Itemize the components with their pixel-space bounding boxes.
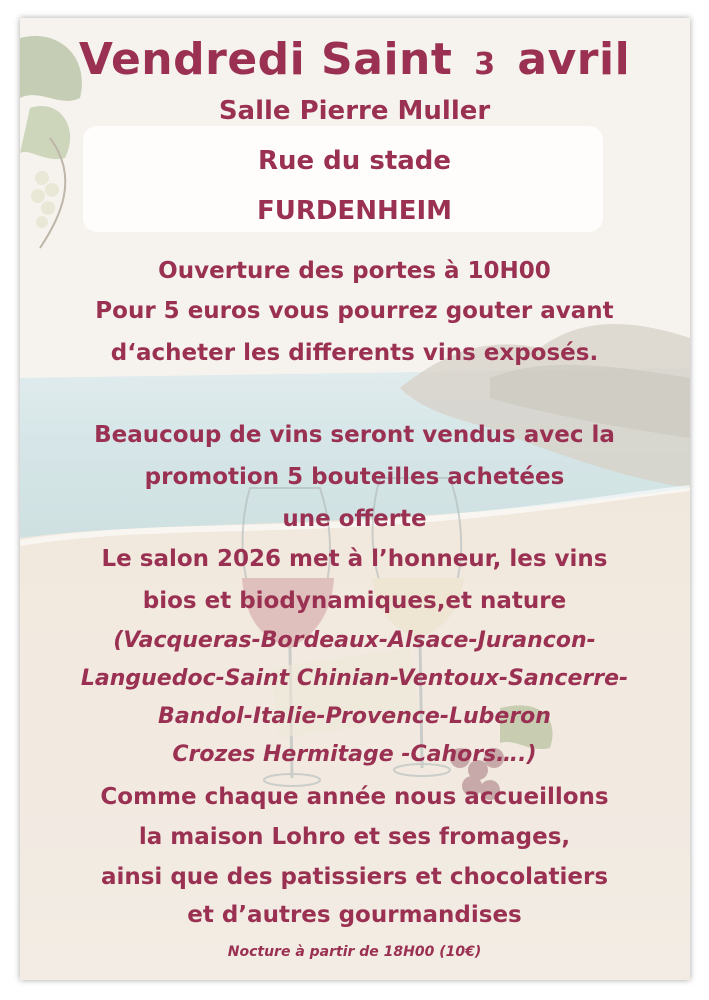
regions-line-4: Crozes Hermitage -Cahors….)	[172, 742, 537, 767]
event-date-number: 3	[474, 47, 496, 82]
promo-line-2: promotion 5 bouteilles achetées	[144, 464, 565, 490]
nocturne-info: Nocture à partir de 18H00 (10€)	[227, 944, 482, 960]
salon-line-2: bios et biodynamiques,et nature	[142, 588, 567, 614]
promo-line-1: Beaucoup de vins seront vendus avec la	[94, 422, 615, 448]
price-line-1: Pour 5 euros vous pourrez gouter avant	[95, 298, 614, 324]
regions-line-2: Languedoc-Saint Chinian-Ventoux-Sancerre-	[80, 666, 629, 691]
guests-line-1: Comme chaque année nous accueillons	[100, 784, 609, 810]
salon-line-1: Le salon 2026 met à l’honneur, les vins	[101, 546, 608, 572]
event-title	[0, 34, 709, 85]
promo-line-3: une offerte	[282, 506, 427, 532]
price-line-2: d‘acheter les differents vins exposés.	[110, 340, 599, 366]
regions-line-3: Bandol-Italie-Provence-Luberon	[158, 704, 551, 729]
guests-line-3: ainsi que des patissiers et chocolatiers	[100, 864, 609, 890]
event-month: avril	[517, 34, 631, 85]
guests-line-4: et d’autres gourmandises	[187, 902, 522, 928]
opening-time: Ouverture des portes à 10H00	[158, 258, 551, 284]
venue-street: Rue du stade	[257, 146, 452, 176]
guests-line-2: la maison Lohro et ses fromages,	[138, 824, 571, 850]
event-day: Vendredi Saint	[78, 34, 453, 85]
regions-line-1: (Vacqueras-Bordeaux-Alsace-Jurancon-	[113, 628, 596, 653]
venue-hall: Salle Pierre Muller	[218, 96, 491, 126]
venue-town: FURDENHEIM	[256, 196, 453, 226]
